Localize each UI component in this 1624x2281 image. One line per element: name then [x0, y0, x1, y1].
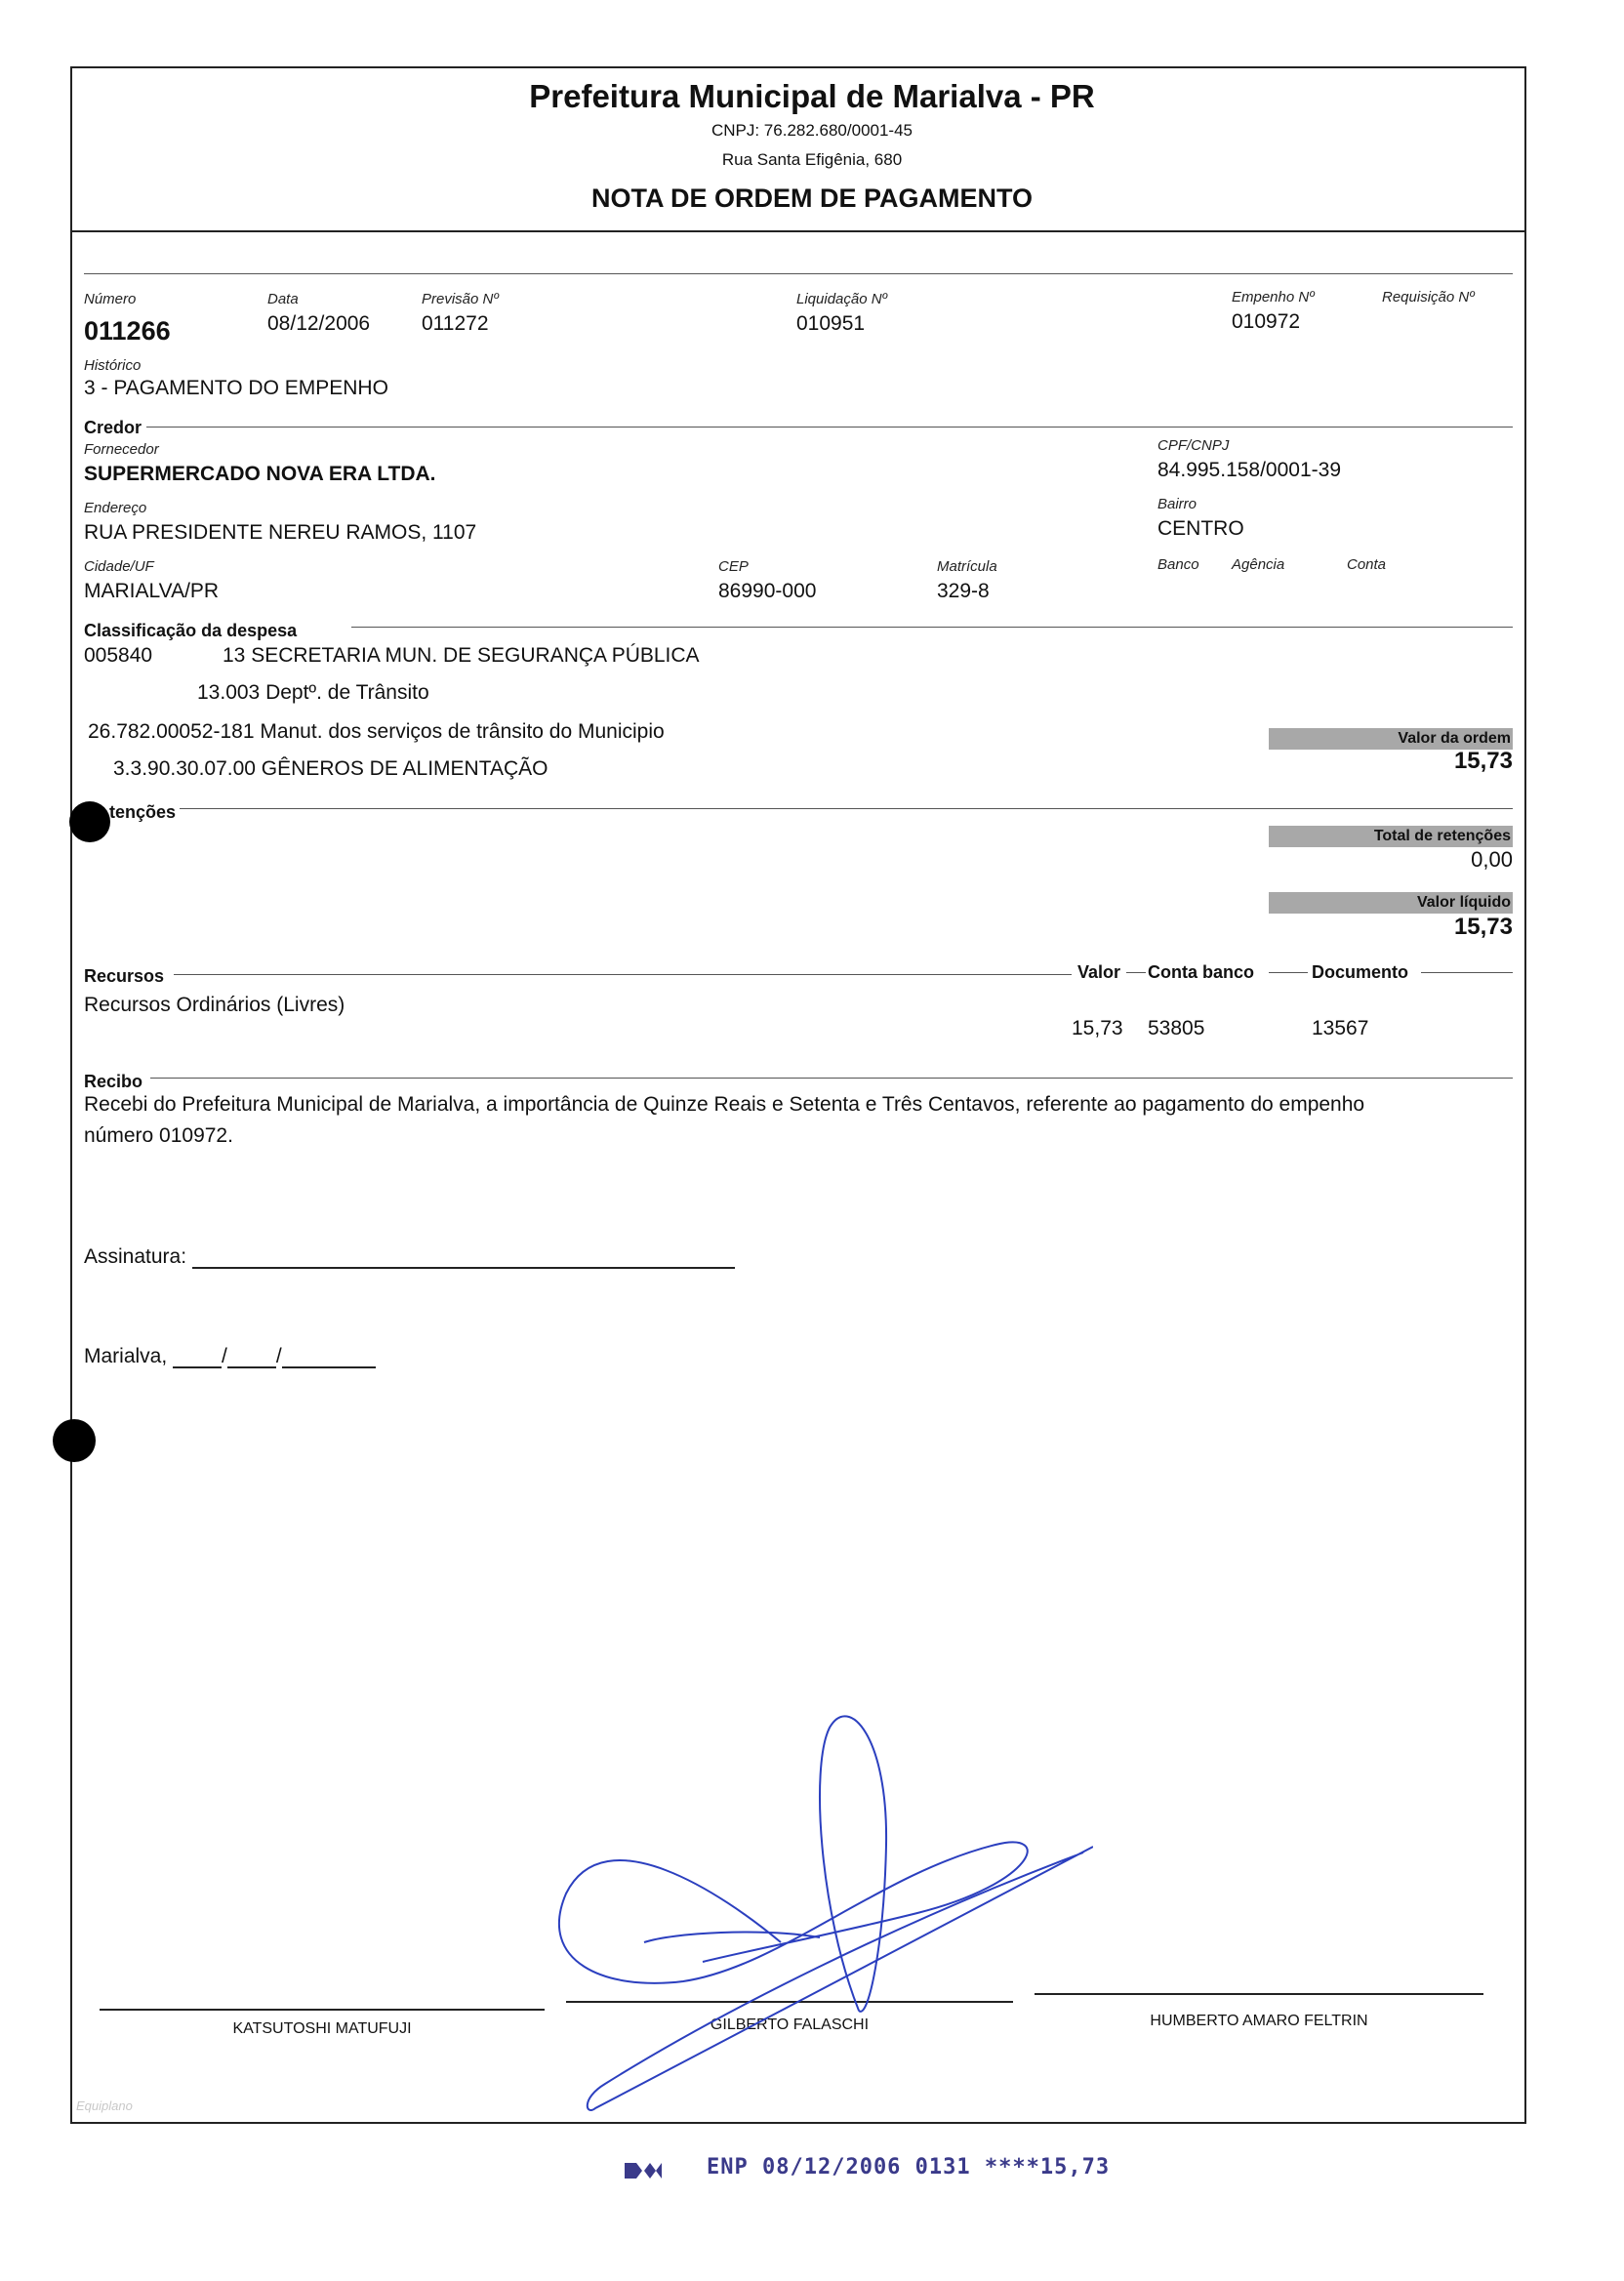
- assinatura-blank: [192, 1247, 735, 1269]
- recursos-documento: 13567: [1312, 1017, 1369, 1039]
- date-day-blank: [173, 1347, 222, 1368]
- classificacao-line1: 13 SECRETARIA MUN. DE SEGURANÇA PÚBLICA: [223, 644, 700, 667]
- recursos-rule-seg: [1126, 972, 1146, 973]
- data-label: Data: [267, 291, 299, 307]
- retencoes-section: tenções: [109, 802, 177, 822]
- requisicao-label: Requisição Nº: [1382, 289, 1475, 305]
- cpf-label: CPF/CNPJ: [1157, 437, 1230, 454]
- local-label: Marialva,: [84, 1345, 168, 1367]
- org-cnpj: CNPJ: 76.282.680/0001-45: [710, 121, 914, 140]
- agencia-label: Agência: [1232, 556, 1285, 573]
- classificacao-rule: [351, 627, 1513, 628]
- assinatura-label: Assinatura:: [84, 1245, 187, 1268]
- previsao-value: 011272: [422, 312, 489, 335]
- recibo-line2: número 010972.: [84, 1124, 233, 1147]
- previsao-label: Previsão Nº: [422, 291, 499, 307]
- date-year-blank: [282, 1347, 376, 1368]
- empenho-label: Empenho Nº: [1232, 289, 1315, 305]
- local-date-line: Marialva, / /: [84, 1345, 376, 1368]
- cpf-value: 84.995.158/0001-39: [1157, 459, 1342, 481]
- valor-liquido-value: 15,73: [1453, 914, 1513, 940]
- recursos-rule-seg2: [1269, 972, 1308, 973]
- banco-label: Banco: [1157, 556, 1199, 573]
- recursos-valor: 15,73: [1072, 1017, 1123, 1039]
- classificacao-line3: 26.782.00052-181 Manut. dos serviços de trânsito do Municipio: [88, 720, 665, 743]
- matricula-label: Matrícula: [937, 558, 997, 575]
- valor-liquido-label: Valor líquido: [1269, 892, 1513, 914]
- sig-line-3: [1035, 1993, 1483, 1995]
- credor-section: Credor: [84, 418, 142, 437]
- valor-ordem-label: Valor da ordem: [1269, 728, 1513, 750]
- recibo-section: Recibo: [84, 1072, 143, 1091]
- historico-label: Histórico: [84, 357, 142, 374]
- cidade-value: MARIALVA/PR: [84, 580, 220, 602]
- fornecedor-label: Fornecedor: [84, 441, 159, 458]
- punch-hole: [69, 801, 110, 842]
- recursos-valor-label: Valor: [1077, 962, 1121, 982]
- signatory-1: KATSUTOSHI MATUFUJI: [232, 2020, 412, 2037]
- recursos-conta: 53805: [1148, 1017, 1205, 1039]
- historico-value: 3 - PAGAMENTO DO EMPENHO: [84, 377, 388, 399]
- total-retencoes-value: 0,00: [1471, 847, 1513, 872]
- signatory-3: HUMBERTO AMARO FELTRIN: [1150, 2013, 1368, 2029]
- recursos-documento-label: Documento: [1312, 962, 1408, 982]
- empenho-value: 010972: [1232, 310, 1301, 333]
- recursos-rule: [174, 974, 1072, 975]
- retencoes-rule: [180, 808, 1513, 809]
- org-address: Rua Santa Efigênia, 680: [721, 150, 903, 169]
- endereco-value: RUA PRESIDENTE NEREU RAMOS, 1107: [84, 521, 477, 544]
- matricula-value: 329-8: [937, 580, 990, 602]
- valor-ordem-value: 15,73: [1453, 748, 1513, 774]
- classificacao-section: Classificação da despesa: [84, 621, 298, 640]
- handwritten-signature: [527, 1698, 1093, 2128]
- bank-logo-icon: [623, 2159, 664, 2182]
- fornecedor-value: SUPERMERCADO NOVA ERA LTDA.: [84, 463, 436, 485]
- bairro-label: Bairro: [1157, 496, 1198, 512]
- credor-rule: [146, 427, 1513, 428]
- authentication-stamp: ENP 08/12/2006 0131 ****15,73: [707, 2155, 1111, 2179]
- document-title: NOTA DE ORDEM DE PAGAMENTO: [590, 183, 1033, 213]
- liquidacao-label: Liquidação Nº: [796, 291, 888, 307]
- recursos-section: Recursos: [84, 966, 165, 986]
- classificacao-code: 005840: [84, 644, 153, 667]
- classificacao-line2: 13.003 Deptº. de Trânsito: [197, 681, 429, 704]
- liquidacao-value: 010951: [796, 312, 866, 335]
- sig-line-1: [100, 2009, 545, 2011]
- bairro-value: CENTRO: [1157, 517, 1244, 540]
- conta-label: Conta: [1347, 556, 1387, 573]
- recibo-line1: Recebi do Prefeitura Municipal de Marialva, a importância de Quinze Reais e Setenta e Três Centavos, referente ao pagamento do empenho: [84, 1093, 1365, 1116]
- numero-value: 011266: [84, 316, 171, 346]
- classificacao-line4: 3.3.90.30.07.00 GÊNEROS DE ALIMENTAÇÃO: [113, 757, 548, 780]
- signatory-2: GILBERTO FALASCHI: [710, 2016, 870, 2033]
- org-name: Prefeitura Municipal de Marialva - PR: [529, 78, 1095, 114]
- recursos-rule-seg3: [1421, 972, 1513, 973]
- recursos-descricao: Recursos Ordinários (Livres): [84, 994, 345, 1016]
- total-retencoes-label: Total de retenções: [1269, 826, 1513, 847]
- punch-hole-2: [53, 1419, 96, 1462]
- assinatura-line: [84, 1245, 735, 1269]
- cep-value: 86990-000: [718, 580, 817, 602]
- date-month-blank: [227, 1347, 276, 1368]
- recibo-rule: [150, 1078, 1513, 1079]
- software-brand: Equiplano: [76, 2098, 133, 2113]
- endereco-label: Endereço: [84, 500, 147, 516]
- cidade-label: Cidade/UF: [84, 558, 154, 575]
- numero-label: Número: [84, 291, 137, 307]
- ids-divider: [84, 273, 1513, 274]
- cep-label: CEP: [718, 558, 749, 575]
- header-divider: [70, 230, 1526, 232]
- data-value: 08/12/2006: [267, 312, 371, 335]
- recursos-conta-label: Conta banco: [1148, 962, 1255, 982]
